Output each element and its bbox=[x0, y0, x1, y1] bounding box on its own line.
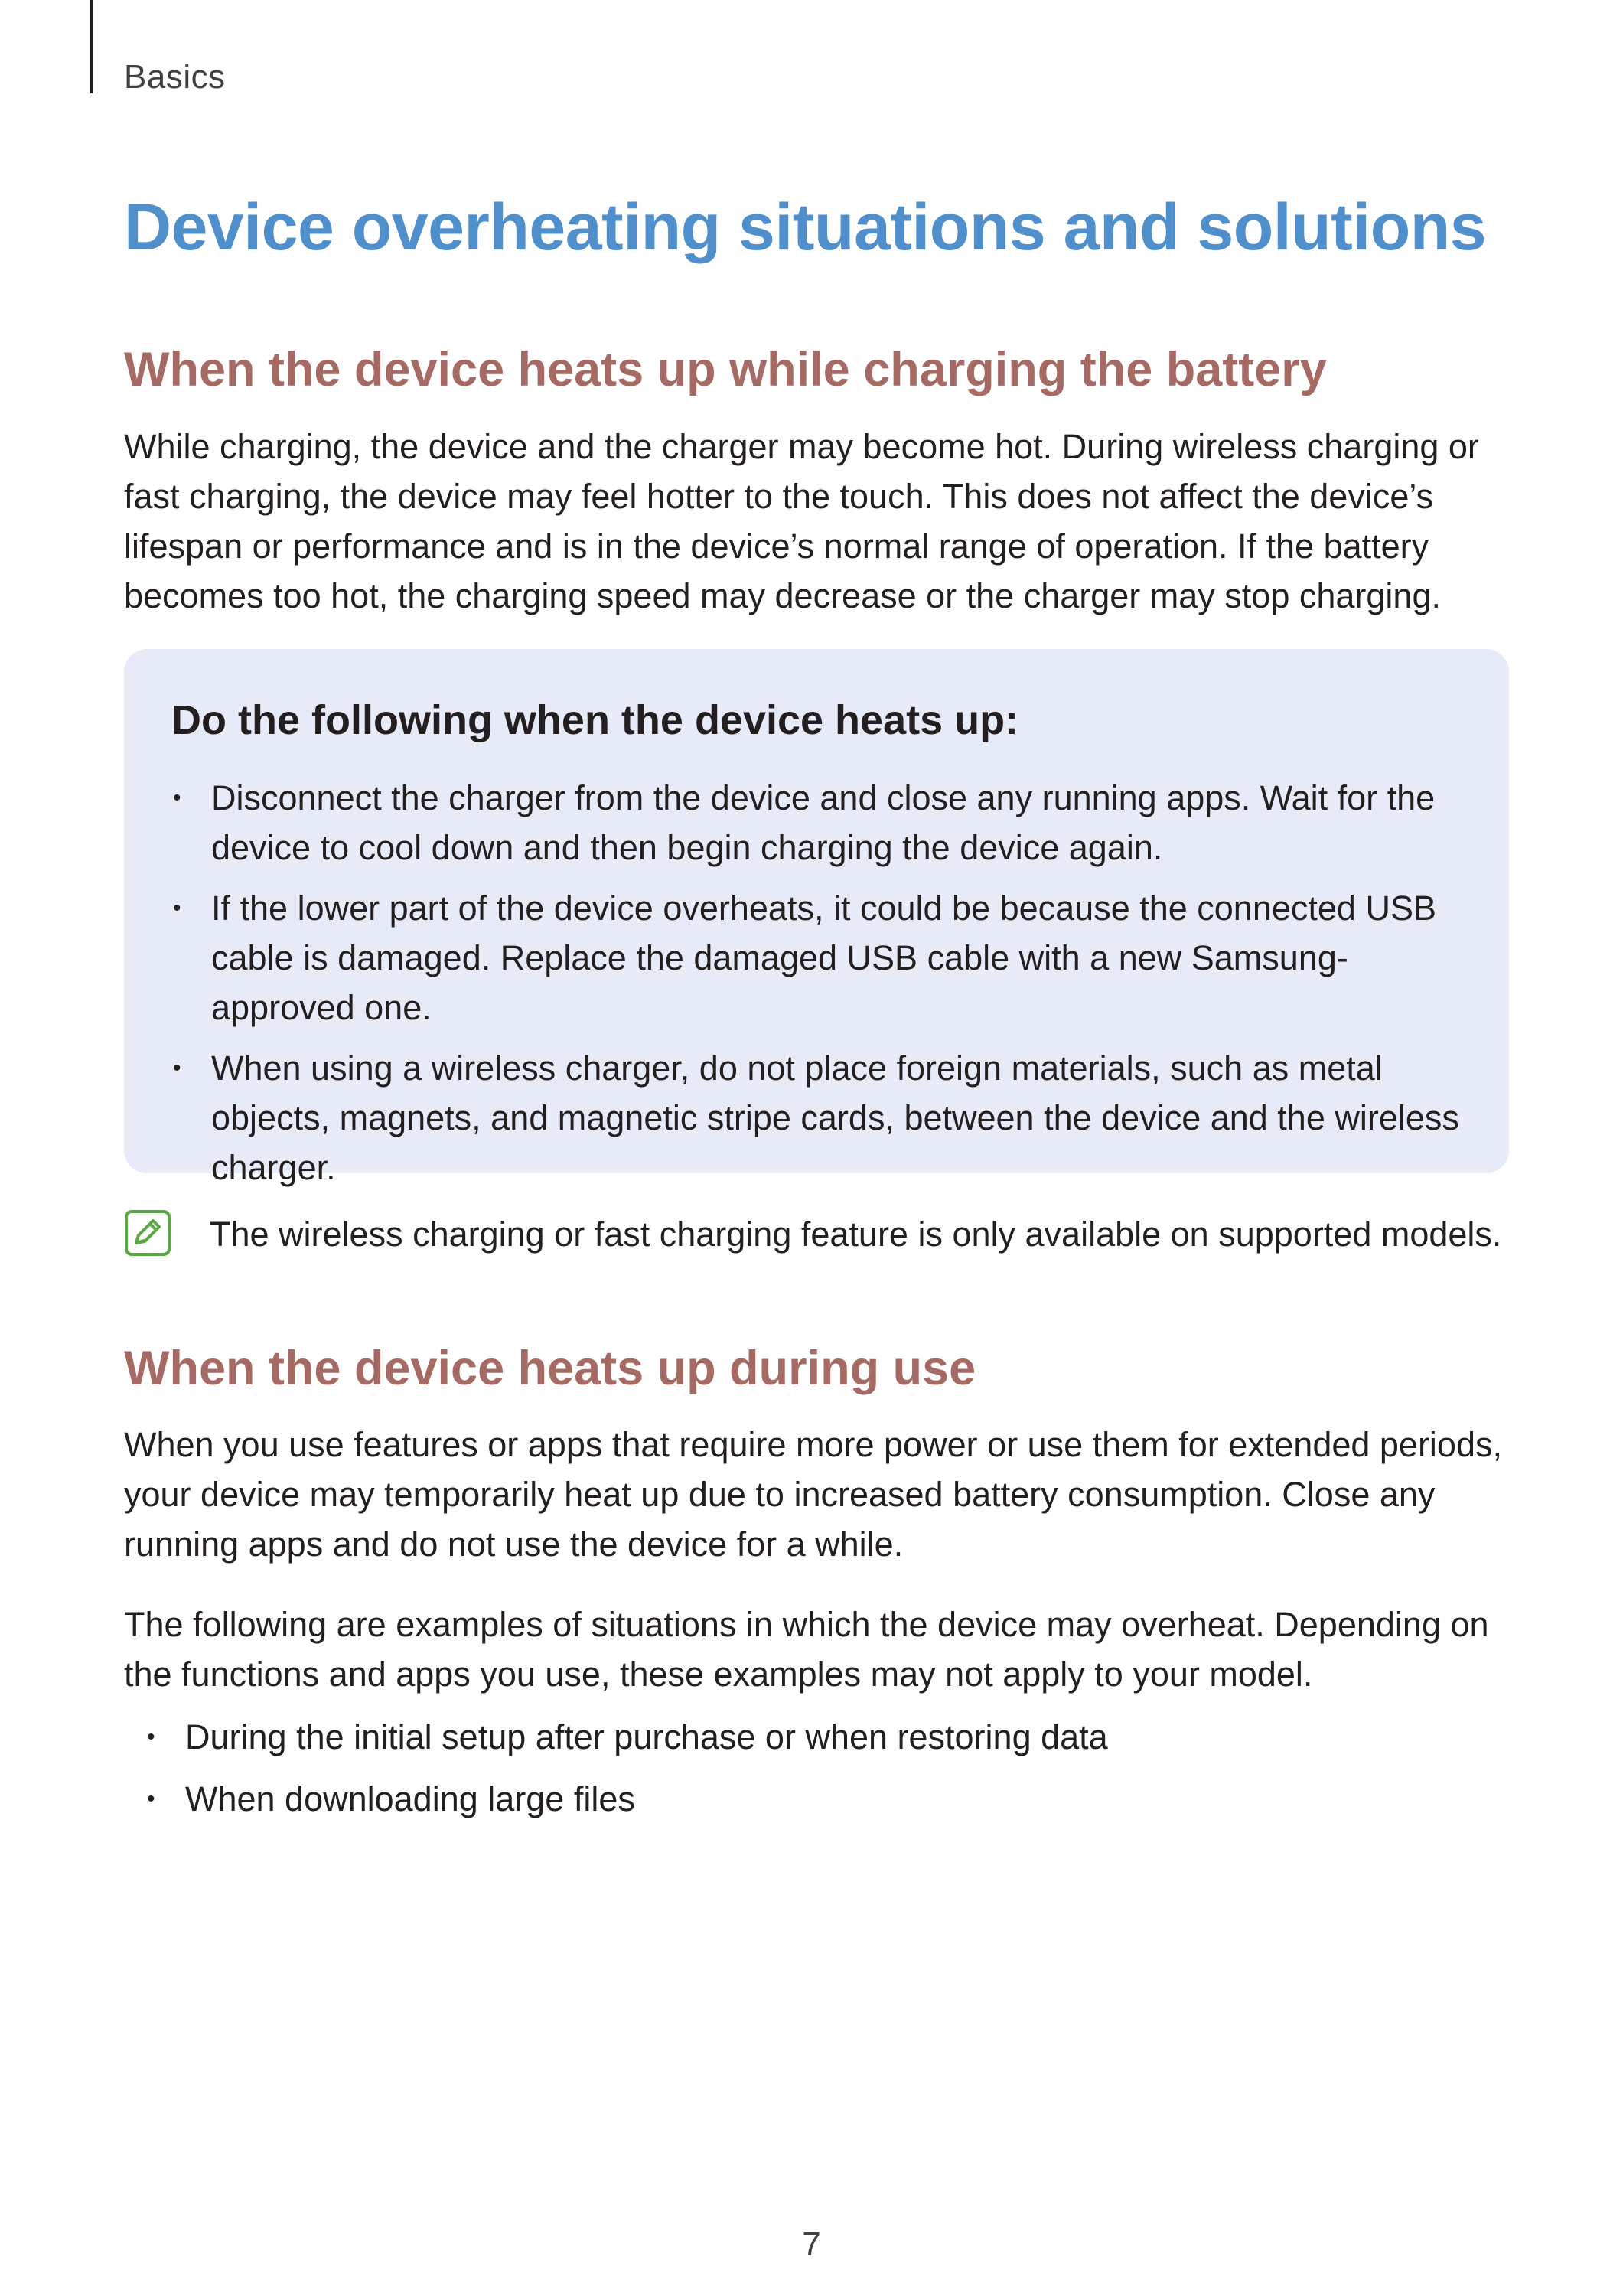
bullet-icon: • bbox=[173, 1055, 181, 1081]
list-item-text: When using a wireless charger, do not place foreign materials, such as metal objects, magnets, and magnetic stripe cards, between the device and the wireless charger. bbox=[211, 1049, 1459, 1187]
list-item bbox=[145, 1712, 1446, 1762]
list-item bbox=[171, 1043, 1472, 1192]
charging-section-heading: When the device heats up while charging the battery bbox=[124, 343, 1327, 396]
list-item-text: During the initial setup after purchase or when restoring data bbox=[185, 1717, 1108, 1756]
heat-up-callout bbox=[124, 649, 1509, 1187]
charging-section-paragraph: While charging, the device and the charger may become hot. During wireless charging or fast charging, the device may feel hotter to the touch. This does not affect the device’s lifespan or performance and is in the device’s normal range of operation. If the battery becomes too hot, the charging speed may decrease or the charger may stop charging. bbox=[124, 427, 1479, 615]
list-item bbox=[171, 773, 1472, 872]
page-title: Device overheating situations and solutions bbox=[124, 191, 1487, 264]
list-item-text: Disconnect the charger from the device and close any running apps. Wait for the device to cool down and then begin charging the device again. bbox=[211, 778, 1436, 867]
bullet-icon: • bbox=[147, 1724, 155, 1750]
callout-list bbox=[171, 773, 1472, 1203]
use-section-heading: When the device heats up during use bbox=[124, 1342, 976, 1395]
margin-rule bbox=[90, 0, 93, 93]
bullet-icon: • bbox=[147, 1786, 155, 1812]
note-text: The wireless charging or fast charging feature is only available on supported models. bbox=[210, 1215, 1502, 1254]
use-section-paragraph: When you use features or apps that require more power or use them for extended periods, your device may temporarily heat up due to increased battery consumption. Close any running apps and do not use the device for a while. bbox=[124, 1425, 1502, 1564]
section-label: Basics bbox=[124, 58, 226, 96]
callout-heading: Do the following when the device heats up: bbox=[171, 697, 1019, 743]
page-number: 7 bbox=[802, 2226, 821, 2263]
list-item bbox=[171, 883, 1472, 1032]
bullet-icon: • bbox=[173, 895, 181, 921]
list-item-text: If the lower part of the device overheats, it could be because the connected USB cable is damaged. Replace the damaged USB cable with a new Samsung-approved one. bbox=[211, 889, 1436, 1027]
bullet-icon: • bbox=[173, 785, 181, 810]
list-item bbox=[145, 1774, 1446, 1824]
overheat-examples-list bbox=[145, 1712, 1446, 1836]
list-item-text: When downloading large files bbox=[185, 1779, 635, 1818]
use-section-paragraph: The following are examples of situations in which the device may overheat. Depending on the functions and apps you use, these examples may not apply to your model. bbox=[124, 1605, 1489, 1694]
note-pencil-icon bbox=[124, 1209, 171, 1257]
